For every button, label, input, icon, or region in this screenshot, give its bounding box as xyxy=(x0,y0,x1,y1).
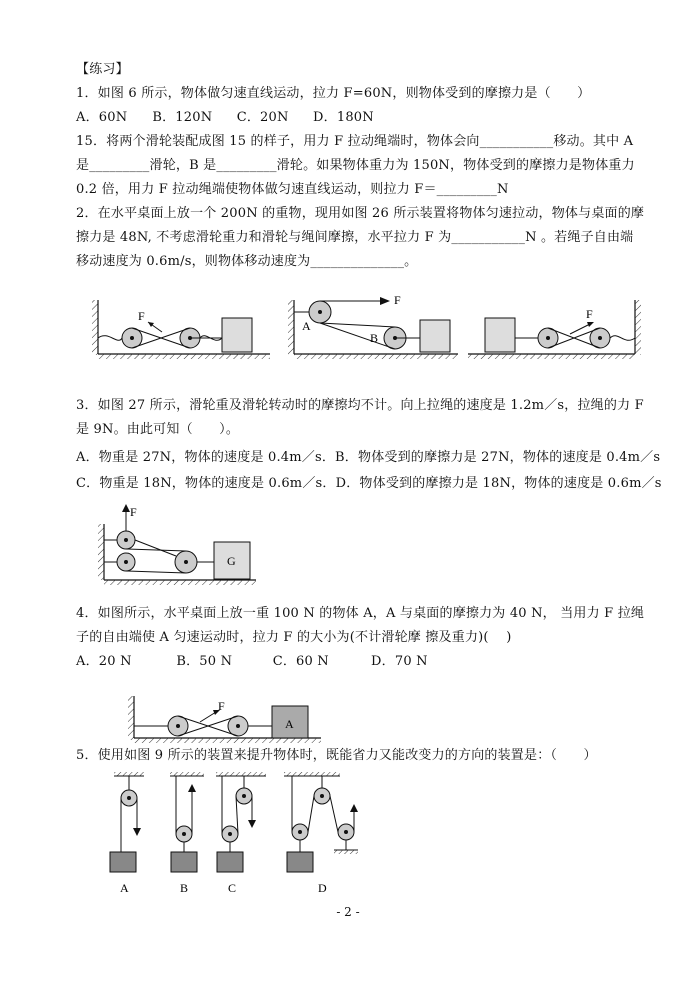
device-d-label: D xyxy=(318,881,327,895)
fig2-pulley-a-label: A xyxy=(302,319,311,333)
q1-stem: 1．如图 6 所示，物体做匀速直线运动，拉力 F=60N，则物体受到的摩擦力是（ ） xyxy=(76,86,591,101)
device-c-label: C xyxy=(228,881,237,895)
fig3-force-label: F xyxy=(586,307,593,321)
q4-option-d: D．70 N xyxy=(371,654,428,669)
q3-line1: 3．如图 27 所示，滑轮重及滑轮转动时的摩擦均不计。向上拉绳的速度是 1.2m／s，拉绳的力 F xyxy=(76,398,644,413)
device-b xyxy=(170,772,204,872)
q1-option-a: A．60N xyxy=(76,110,128,125)
q15-line2: 是_________滑轮，B 是_________滑轮。如果物体重力为 150N，物体受到的摩擦力是物体重力 xyxy=(76,158,635,173)
device-b-label: B xyxy=(180,881,189,895)
q1-options xyxy=(76,110,374,126)
page-number: - 2 - xyxy=(336,905,360,919)
fig-q4-force-label: F xyxy=(218,699,225,713)
figure-panel-2 xyxy=(288,293,458,359)
q5-stem: 5．使用如图 9 所示的装置来提升物体时，既能省力又能改变力的方向的装置是：（ ） xyxy=(76,748,597,763)
q2-line1: 2．在水平桌面上放一个 200N 的重物，现用如图 26 所示装置将物体匀速拉动，物体与桌面的摩 xyxy=(76,206,645,221)
q2-line2: 擦力是 48N, 不考虑滑轮重力和滑轮与绳间摩擦，水平拉力 F 为___________N 。若绳子自由端 xyxy=(76,230,634,245)
q15-line3: 0.2 倍，用力 F 拉动绳端使物体做匀速直线运动，则拉力 F＝_________N xyxy=(76,182,509,197)
figure-row-1 xyxy=(90,290,650,360)
q3-options-ab: A．物重是 27N，物体的速度是 0.4m／s．B．物体受到的摩擦力是 27N，物体的速度是 0.4m／s xyxy=(76,450,661,465)
fig-q3-block-label: G xyxy=(227,554,236,568)
fig-q3-force-label: F xyxy=(130,505,137,519)
q2-line3: 移动速度为 0.6m/s，则物体移动速度为______________。 xyxy=(76,254,418,269)
q4-line2: 子的自由端使 A 匀速运动时，拉力 F 的大小为(不计滑轮摩 擦及重力)( ) xyxy=(76,630,512,645)
figure-panel-1 xyxy=(92,300,270,359)
q4-line1: 4．如图所示，水平桌面上放一重 100 N 的物体 A，A 与桌面的摩擦力为 40 N， 当用力 F 拉绳 xyxy=(76,606,645,621)
figure-panel-3 xyxy=(468,300,641,359)
q3-line2: 是 9N。由此可知（ ）。 xyxy=(76,422,240,437)
device-c xyxy=(216,772,266,872)
fig1-force-label: F xyxy=(138,309,145,323)
q1-option-b: B．120N xyxy=(152,110,213,125)
device-a-label: A xyxy=(120,881,129,895)
q15-line1: 15．将两个滑轮装配成图 15 的样子，用力 F 拉动绳端时，物体会向___________移动。其中 A xyxy=(76,134,634,149)
section-title: 【练习】 xyxy=(76,62,129,77)
q1-option-d: D．180N xyxy=(313,110,374,125)
device-a xyxy=(110,772,144,872)
device-d xyxy=(284,772,358,872)
q4-options xyxy=(76,654,428,670)
q3-options-cd: C．物重是 18N，物体的速度是 0.6m／s．D．物体受到的摩擦力是 18N，物体的速度是 0.6m／s xyxy=(76,476,662,491)
q1-option-c: C．20N xyxy=(236,110,289,125)
figure-q3 xyxy=(96,500,266,590)
q4-option-a: A．20 N xyxy=(76,654,132,669)
figure-q5 xyxy=(100,770,370,900)
fig2-force-label: F xyxy=(394,293,401,307)
figure-q4 xyxy=(126,688,326,744)
q4-option-b: B．50 N xyxy=(176,654,233,669)
fig2-pulley-b-label: B xyxy=(370,331,379,345)
fig-q4-block-label: A xyxy=(285,717,294,731)
q4-option-c: C．60 N xyxy=(272,654,329,669)
